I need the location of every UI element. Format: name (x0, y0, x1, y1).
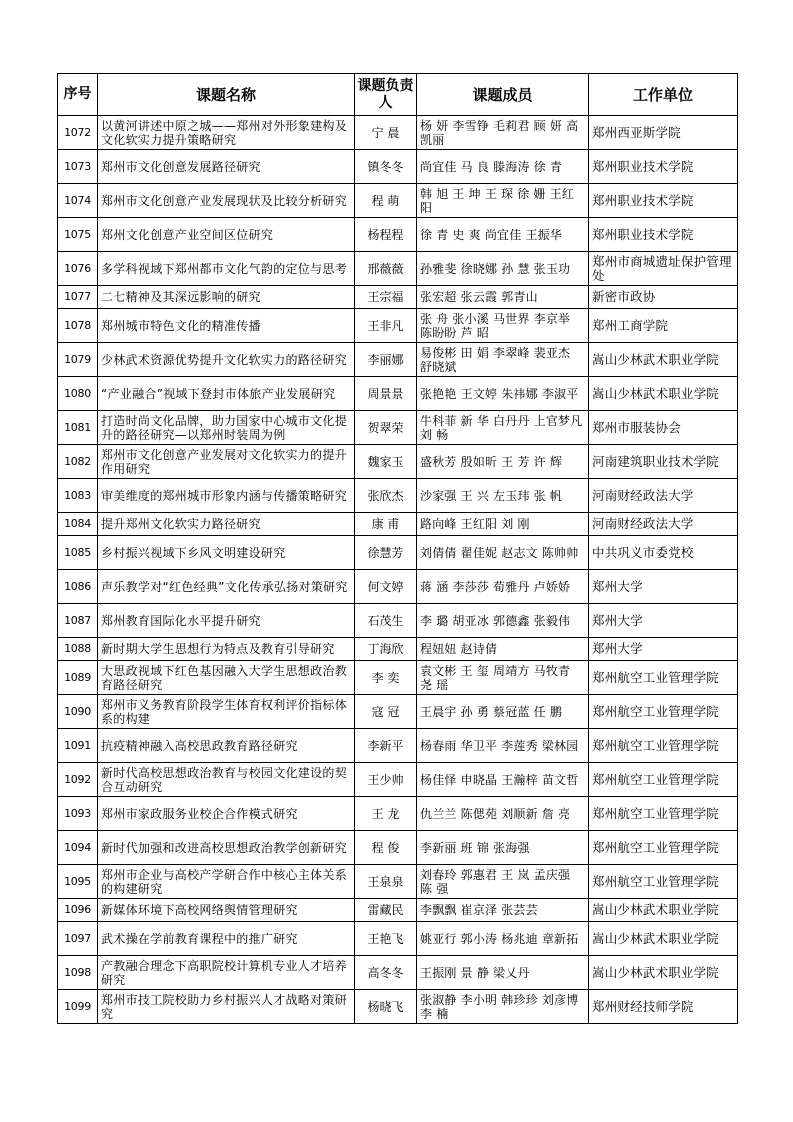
project-members-cell: 徐 青 史 爽 尚宜佳 王振华 (417, 218, 589, 252)
work-unit-cell: 郑州航空工业管理学院 (589, 695, 738, 729)
header-project-members: 课题成员 (417, 74, 589, 116)
work-unit-cell: 郑州航空工业管理学院 (589, 763, 738, 797)
project-leader-cell: 王非凡 (355, 309, 417, 343)
table-row (58, 956, 738, 990)
project-table (57, 73, 738, 1024)
table-row (58, 831, 738, 865)
project-members-cell: 李 璐 胡亚冰 郭德鑫 张毅伟 (417, 604, 589, 638)
serial-number-cell: 1084 (58, 513, 98, 536)
project-members-cell: 盛秋芳 殷如昕 王 芳 许 辉 (417, 445, 589, 479)
project-leader-cell: 王泉泉 (355, 865, 417, 899)
project-leader-cell: 丁海欣 (355, 638, 417, 661)
work-unit-cell: 嵩山少林武术职业学院 (589, 922, 738, 956)
table-row (58, 513, 738, 536)
header-project-leader: 课题负责人 (355, 74, 417, 116)
serial-number-cell: 1091 (58, 729, 98, 763)
work-unit-cell: 新密市政协 (589, 286, 738, 309)
project-title-cell: 大思政视域下红色基因融入大学生思想政治教育路径研究 (98, 661, 355, 695)
project-leader-cell: 王 龙 (355, 797, 417, 831)
work-unit-cell: 郑州市服装协会 (589, 411, 738, 445)
serial-number-cell: 1096 (58, 899, 98, 922)
project-title-cell: 新媒体环境下高校网络舆情管理研究 (98, 899, 355, 922)
project-title-cell: 郑州市技工院校助力乡村振兴人才战略对策研究 (98, 990, 355, 1024)
work-unit-cell: 郑州职业技术学院 (589, 184, 738, 218)
project-members-cell: 王振刚 景 静 梁乂丹 (417, 956, 589, 990)
serial-number-cell: 1087 (58, 604, 98, 638)
project-members-cell: 张 舟 张小溪 马世界 李京举 陈盼盼 芦 昭 (417, 309, 589, 343)
project-leader-cell: 邢薇薇 (355, 252, 417, 286)
table-header-row (58, 74, 738, 116)
project-title-cell: 新时代高校思想政治教育与校园文化建设的契合互动研究 (98, 763, 355, 797)
project-members-cell: 王晨宇 孙 勇 蔡冠蓝 任 鹏 (417, 695, 589, 729)
project-title-cell: 郑州市文化创意产业发展现状及比较分析研究 (98, 184, 355, 218)
serial-number-cell: 1093 (58, 797, 98, 831)
table-row (58, 763, 738, 797)
work-unit-cell: 郑州航空工业管理学院 (589, 661, 738, 695)
work-unit-cell: 郑州大学 (589, 604, 738, 638)
serial-number-cell: 1081 (58, 411, 98, 445)
project-members-cell: 杨 妍 李雪铮 毛莉君 顾 妍 高凯丽 (417, 116, 589, 150)
project-leader-cell: 宁 晨 (355, 116, 417, 150)
project-title-cell: 新时代加强和改进高校思想政治教学创新研究 (98, 831, 355, 865)
project-members-cell: 张宏超 张云霞 郭青山 (417, 286, 589, 309)
project-title-cell: 二七精神及其深远影响的研究 (98, 286, 355, 309)
table-row (58, 377, 738, 411)
project-title-cell: 郑州文化创意产业空间区位研究 (98, 218, 355, 252)
serial-number-cell: 1098 (58, 956, 98, 990)
project-leader-cell: 程 俊 (355, 831, 417, 865)
project-leader-cell: 徐慧芳 (355, 536, 417, 570)
project-leader-cell: 魏家玉 (355, 445, 417, 479)
header-serial-number: 序号 (58, 74, 98, 116)
project-members-cell: 尚宜佳 马 良 滕海涛 徐 青 (417, 150, 589, 184)
project-title-cell: 多学科视域下郑州都市文化气韵的定位与思考 (98, 252, 355, 286)
work-unit-cell: 郑州大学 (589, 638, 738, 661)
project-title-cell: 提升郑州文化软实力路径研究 (98, 513, 355, 536)
project-leader-cell: 李丽娜 (355, 343, 417, 377)
work-unit-cell: 郑州航空工业管理学院 (589, 831, 738, 865)
project-leader-cell: 石茂生 (355, 604, 417, 638)
project-title-cell: 产教融合理念下高职院校计算机专业人才培养研究 (98, 956, 355, 990)
project-members-cell: 杨春雨 华卫平 李莲秀 梁林园 (417, 729, 589, 763)
table-row (58, 343, 738, 377)
serial-number-cell: 1095 (58, 865, 98, 899)
table-row (58, 729, 738, 763)
work-unit-cell: 嵩山少林武术职业学院 (589, 899, 738, 922)
project-leader-cell: 张欣杰 (355, 479, 417, 513)
serial-number-cell: 1072 (58, 116, 98, 150)
project-title-cell: 声乐教学对“红色经典”文化传承弘扬对策研究 (98, 570, 355, 604)
project-members-cell: 蒋 涵 李莎莎 荀雅丹 卢娇娇 (417, 570, 589, 604)
project-members-cell: 牛科菲 新 华 白丹丹 上官梦凡 刘 畅 (417, 411, 589, 445)
serial-number-cell: 1076 (58, 252, 98, 286)
project-members-cell: 张淑静 李小明 韩珍珍 刘彦博 李 楠 (417, 990, 589, 1024)
project-leader-cell: 镇冬冬 (355, 150, 417, 184)
work-unit-cell: 河南财经政法大学 (589, 513, 738, 536)
serial-number-cell: 1097 (58, 922, 98, 956)
work-unit-cell: 郑州航空工业管理学院 (589, 797, 738, 831)
work-unit-cell: 郑州职业技术学院 (589, 218, 738, 252)
serial-number-cell: 1073 (58, 150, 98, 184)
serial-number-cell: 1090 (58, 695, 98, 729)
project-members-cell: 袁文彬 王 玺 周靖方 马牧青 尧 瑶 (417, 661, 589, 695)
table-row (58, 218, 738, 252)
project-leader-cell: 贺翠荣 (355, 411, 417, 445)
project-members-cell: 张艳艳 王文婷 朱祎娜 李淑平 (417, 377, 589, 411)
work-unit-cell: 河南建筑职业技术学院 (589, 445, 738, 479)
table-row (58, 865, 738, 899)
work-unit-cell: 郑州工商学院 (589, 309, 738, 343)
project-members-cell: 李新丽 班 锦 张海强 (417, 831, 589, 865)
project-title-cell: 少林武术资源优势提升文化软实力的路径研究 (98, 343, 355, 377)
table-row (58, 286, 738, 309)
table-body (58, 116, 738, 1024)
project-title-cell: 郑州教育国际化水平提升研究 (98, 604, 355, 638)
project-title-cell: 抗疫精神融入高校思政教育路径研究 (98, 729, 355, 763)
project-members-cell: 仇兰兰 陈偲苑 刘顺新 詹 亮 (417, 797, 589, 831)
table-row (58, 184, 738, 218)
project-members-cell: 姚亚行 郭小涛 杨兆迪 章新拓 (417, 922, 589, 956)
project-title-cell: 郑州市义务教育阶段学生体育权利评价指标体系的构建 (98, 695, 355, 729)
serial-number-cell: 1080 (58, 377, 98, 411)
serial-number-cell: 1099 (58, 990, 98, 1024)
project-members-cell: 杨佳怿 申晓晶 王瀚梓 苗文哲 (417, 763, 589, 797)
project-leader-cell: 李新平 (355, 729, 417, 763)
table-row (58, 661, 738, 695)
project-title-cell: 郑州市文化创意产业发展对文化软实力的提升作用研究 (98, 445, 355, 479)
work-unit-cell: 郑州市商城遗址保护管理处 (589, 252, 738, 286)
project-leader-cell: 高冬冬 (355, 956, 417, 990)
table-row (58, 695, 738, 729)
table-row (58, 116, 738, 150)
project-leader-cell: 杨晓飞 (355, 990, 417, 1024)
serial-number-cell: 1088 (58, 638, 98, 661)
project-members-cell: 韩 旭 王 坤 王 琛 徐 姗 王红阳 (417, 184, 589, 218)
project-title-cell: 以黄河讲述中原之城——郑州对外形象建构及文化软实力提升策略研究 (98, 116, 355, 150)
work-unit-cell: 郑州航空工业管理学院 (589, 729, 738, 763)
project-members-cell: 李飘飘 崔京泽 张芸芸 (417, 899, 589, 922)
work-unit-cell: 河南财经政法大学 (589, 479, 738, 513)
project-members-cell: 刘春玲 郭惠君 王 岚 孟庆强 陈 强 (417, 865, 589, 899)
serial-number-cell: 1077 (58, 286, 98, 309)
header-project-title: 课题名称 (98, 74, 355, 116)
serial-number-cell: 1075 (58, 218, 98, 252)
table-row (58, 479, 738, 513)
project-title-cell: 郑州市企业与高校产学研合作中核心主体关系的构建研究 (98, 865, 355, 899)
table-row (58, 797, 738, 831)
work-unit-cell: 中共巩义市委党校 (589, 536, 738, 570)
table-row (58, 411, 738, 445)
project-leader-cell: 李 奕 (355, 661, 417, 695)
serial-number-cell: 1089 (58, 661, 98, 695)
work-unit-cell: 嵩山少林武术职业学院 (589, 377, 738, 411)
project-members-cell: 易俊彬 田 娟 李翠峰 裴亚杰 舒晓斌 (417, 343, 589, 377)
table-row (58, 150, 738, 184)
project-members-cell: 沙家强 王 兴 左玉玮 张 帆 (417, 479, 589, 513)
table-row (58, 445, 738, 479)
work-unit-cell: 郑州大学 (589, 570, 738, 604)
serial-number-cell: 1086 (58, 570, 98, 604)
project-title-cell: 审美维度的郑州城市形象内涵与传播策略研究 (98, 479, 355, 513)
serial-number-cell: 1085 (58, 536, 98, 570)
table-row (58, 638, 738, 661)
table-row (58, 604, 738, 638)
project-leader-cell: 寇 冠 (355, 695, 417, 729)
project-title-cell: 郑州市文化创意发展路径研究 (98, 150, 355, 184)
header-work-unit: 工作单位 (589, 74, 738, 116)
serial-number-cell: 1079 (58, 343, 98, 377)
project-title-cell: 新时期大学生思想行为特点及教育引导研究 (98, 638, 355, 661)
project-title-cell: 郑州城市特色文化的精准传播 (98, 309, 355, 343)
work-unit-cell: 郑州职业技术学院 (589, 150, 738, 184)
project-leader-cell: 王少帅 (355, 763, 417, 797)
project-members-cell: 程妞妞 赵诗倩 (417, 638, 589, 661)
table-row (58, 252, 738, 286)
work-unit-cell: 嵩山少林武术职业学院 (589, 343, 738, 377)
serial-number-cell: 1083 (58, 479, 98, 513)
project-title-cell: 郑州市家政服务业校企合作模式研究 (98, 797, 355, 831)
project-title-cell: 乡村振兴视域下乡风文明建设研究 (98, 536, 355, 570)
table-row (58, 536, 738, 570)
project-leader-cell: 杨程程 (355, 218, 417, 252)
project-leader-cell: 程 萌 (355, 184, 417, 218)
serial-number-cell: 1078 (58, 309, 98, 343)
project-members-cell: 刘倩倩 翟佳妮 赵志文 陈帅帅 (417, 536, 589, 570)
work-unit-cell: 郑州航空工业管理学院 (589, 865, 738, 899)
project-title-cell: 武术操在学前教育课程中的推广研究 (98, 922, 355, 956)
project-title-cell: “产业融合”视域下登封市体旅产业发展研究 (98, 377, 355, 411)
project-title-cell: 打造时尚文化品牌，助力国家中心城市文化提升的路径研究—以郑州时装周为例 (98, 411, 355, 445)
project-leader-cell: 雷藏民 (355, 899, 417, 922)
work-unit-cell: 郑州财经技师学院 (589, 990, 738, 1024)
serial-number-cell: 1082 (58, 445, 98, 479)
serial-number-cell: 1074 (58, 184, 98, 218)
work-unit-cell: 嵩山少林武术职业学院 (589, 956, 738, 990)
table-row (58, 309, 738, 343)
table-row (58, 922, 738, 956)
project-members-cell: 路向峰 王红阳 刘 刚 (417, 513, 589, 536)
serial-number-cell: 1092 (58, 763, 98, 797)
table-row (58, 899, 738, 922)
project-leader-cell: 康 甫 (355, 513, 417, 536)
project-leader-cell: 何文婷 (355, 570, 417, 604)
project-leader-cell: 王宗福 (355, 286, 417, 309)
project-members-cell: 孙雅斐 徐晓娜 孙 慧 张玉功 (417, 252, 589, 286)
table-row (58, 570, 738, 604)
table-row (58, 990, 738, 1024)
project-leader-cell: 王艳飞 (355, 922, 417, 956)
project-leader-cell: 周景景 (355, 377, 417, 411)
work-unit-cell: 郑州西亚斯学院 (589, 116, 738, 150)
serial-number-cell: 1094 (58, 831, 98, 865)
